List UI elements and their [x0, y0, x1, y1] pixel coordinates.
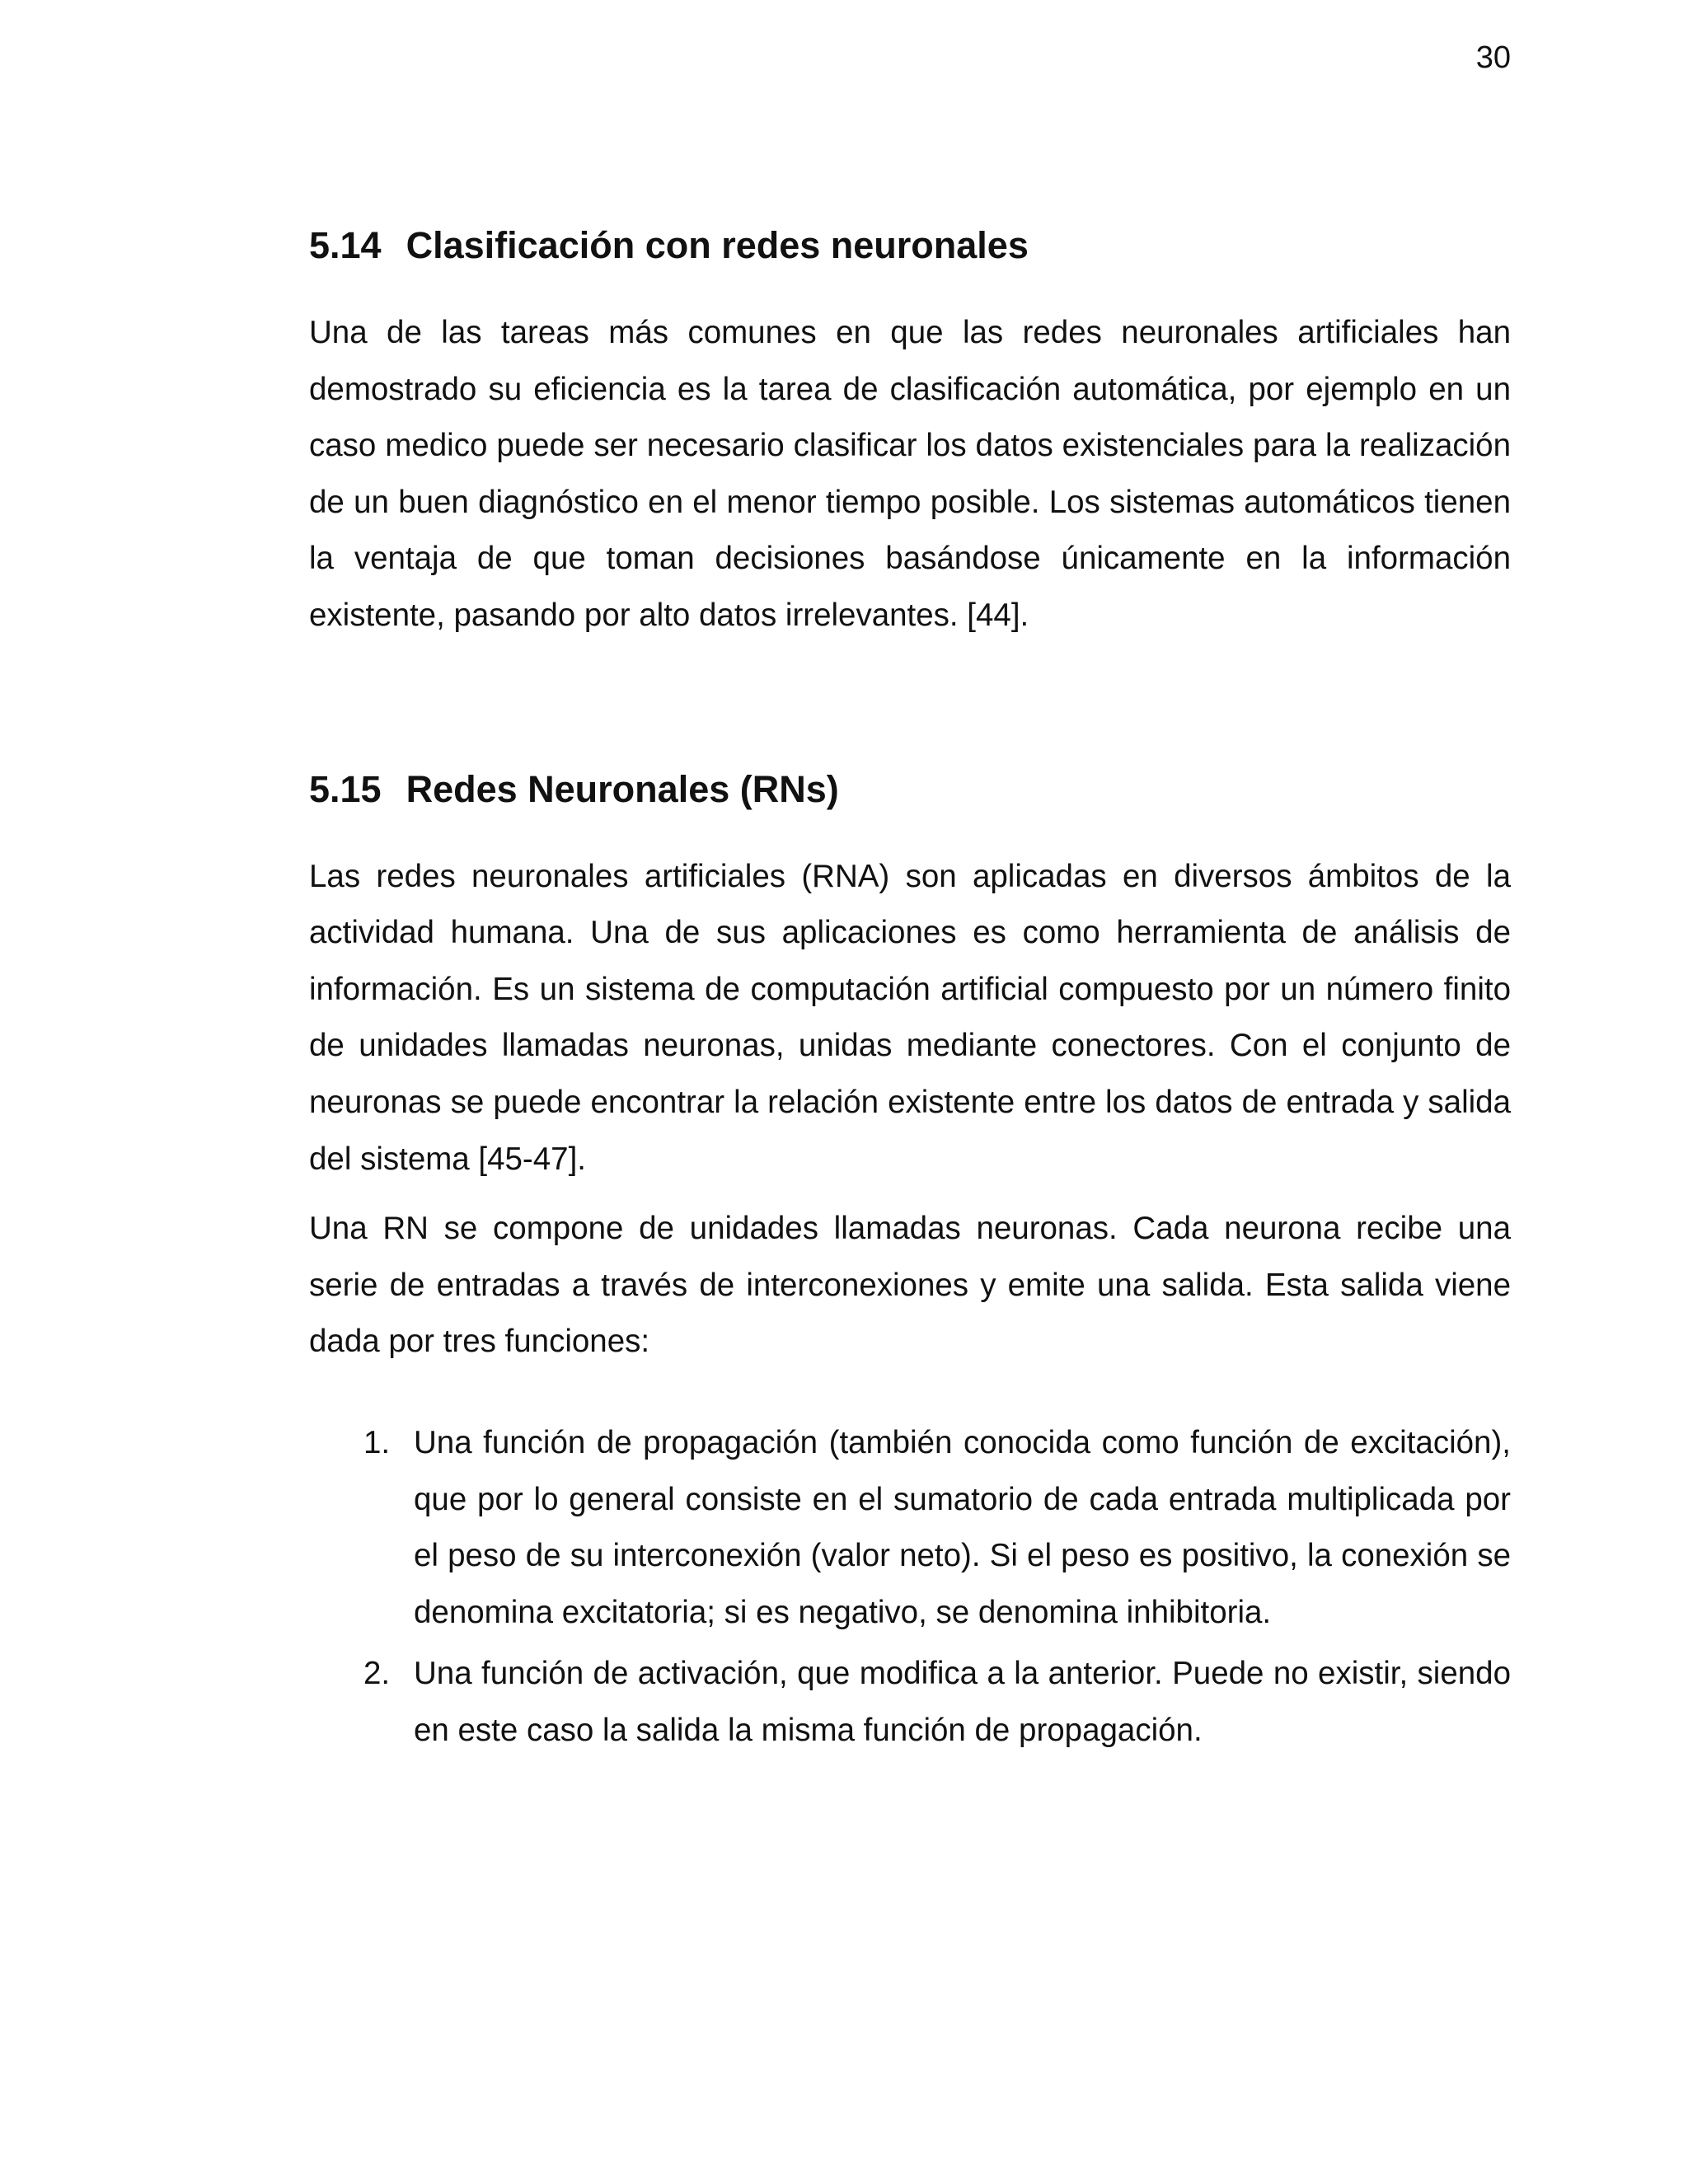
- paragraph-rn-neuronas: Una RN se compone de unidades llamadas neuronas. Cada neurona recibe una serie de entradas a través de interconexiones y emite una salida. Esta salida viene dada por tres funciones:: [309, 1211, 1511, 1360]
- paragraph-clasificacion: Una de las tareas más comunes en que las redes neuronales artificiales han demostrado su eficiencia es la tarea de clasificación automática, por ejemplo en un caso medico puede ser necesario clasificar los datos existenciales para la realización de un buen diagnóstico en el menor tiempo posible. Los sistemas automáticos tienen la ventaja de que toman decisiones basándose únicamente en la información existente, pasando por alto datos irrelevantes. [44].: [309, 315, 1511, 633]
- list-item-text: Una función de propagación (también conocida como función de excitación), que por lo general consiste en el sumatorio de cada entrada multiplicada por el peso de su interconexión (valor neto). Si el peso es positivo, la conexión se denomina excitatoria; si es negativo, se denomina inhibitoria.: [414, 1424, 1511, 1630]
- section-number: 5.15: [309, 767, 382, 810]
- page-number: 30: [1475, 40, 1511, 75]
- section-heading-5-15: [309, 765, 1511, 814]
- list-item: [309, 1646, 1511, 1759]
- list-item-number: 1.: [363, 1424, 391, 1460]
- section-heading-5-14: [309, 221, 1511, 270]
- list-item-text: Una función de activación, que modifica a la anterior. Puede no existir, siendo en este caso la salida la misma función de propagación.: [414, 1656, 1511, 1748]
- list-item-number: 2.: [363, 1656, 391, 1692]
- section-title: Clasificación con redes neuronales: [406, 224, 1029, 266]
- section-number: 5.14: [309, 224, 382, 266]
- section-spacer: [309, 644, 1511, 765]
- paragraph-rna-intro: Las redes neuronales artificiales (RNA) son aplicadas en diversos ámbitos de la actividad humana. Una de sus aplicaciones es como herramienta de análisis de información. Es un sistema de computación artificial compuesto por un número finito de unidades llamadas neuronas, unidas mediante conectores. Con el conjunto de neuronas se puede encontrar la relación existente entre los datos de entrada y salida del sistema [45-47].: [309, 858, 1511, 1177]
- list-item: [309, 1415, 1511, 1641]
- functions-list: [309, 1415, 1511, 1760]
- section-title: Redes Neuronales (RNs): [406, 767, 839, 810]
- page-content: [309, 221, 1511, 1764]
